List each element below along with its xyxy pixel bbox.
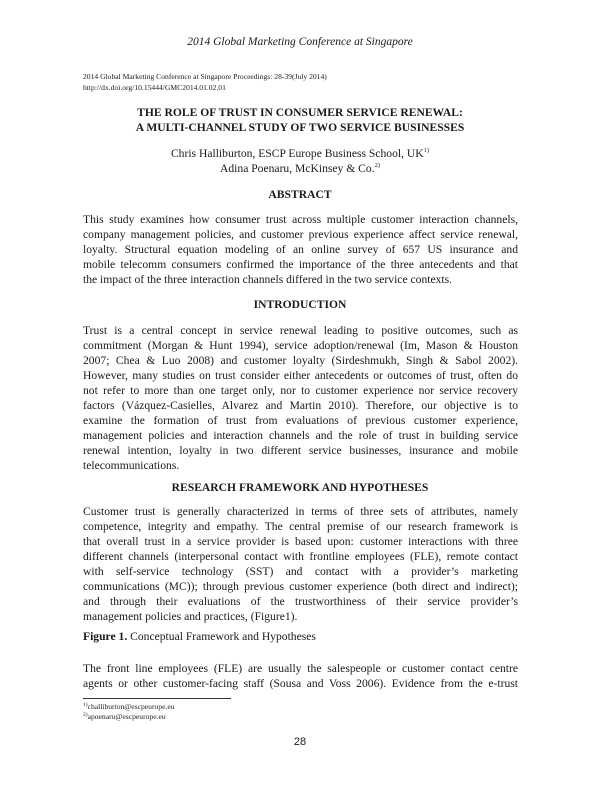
research-framework-line: with self-service technology (SST) and contact with a provider’s marketing: [83, 565, 518, 578]
research-framework-line: competence, integrity and empathy. The central premise of our research framework is: [83, 520, 518, 533]
abstract-line: company management policies, and customer previous experience affect service renewal,: [83, 228, 518, 241]
abstract-line: the impact of the three interaction channels differed in the two service contexts.: [83, 273, 453, 286]
fle-line: agents or other customer-facing staff (Sousa and Voss 2006). Evidence from the e-trust: [83, 677, 518, 690]
introduction-heading: INTRODUCTION: [253, 298, 347, 311]
abstract-body: [83, 212, 518, 287]
research-framework-line: and through their evaluations of the trustworthiness of their service provider’s: [83, 595, 518, 608]
introduction-line: However, many studies on trust consider either antecedents or outcomes of trust, often do: [83, 369, 518, 382]
research-framework-line: different channels (interpersonal contact with frontline employees (FLE), remote contact: [83, 550, 518, 563]
footnote-2: [83, 712, 175, 722]
introduction-line: renewal intention, loyalty in two different service businesses, insurance and mobile: [83, 444, 518, 457]
author-1-mark: 1): [423, 147, 430, 154]
abstract-line: This study examines how consumer trust across multiple customer interaction channels,: [83, 213, 518, 226]
author-2: [60, 161, 540, 176]
fle-line: The front line employees (FLE) are usually the salespeople or customer contact centre: [83, 662, 518, 675]
title-line-1: THE ROLE OF TRUST IN CONSUMER SERVICE RENEWAL:: [137, 106, 463, 119]
introduction-line: commitment (Morgan & Hunt 1994), service adoption/renewal (Im, Mason & Houston: [83, 339, 518, 352]
author-2-name: Adina Poenaru, McKinsey & Co.: [220, 162, 375, 175]
introduction-body: [83, 323, 518, 473]
footnotes: [83, 702, 175, 722]
page-number: 28: [293, 736, 307, 748]
figure-caption: [83, 630, 316, 643]
running-head: 2014 Global Marketing Conference at Singapore: [187, 36, 413, 48]
footnote-2-mark: 2): [83, 712, 88, 718]
research-framework-body: [83, 504, 518, 624]
author-list: [60, 146, 540, 176]
footnote-1-email[interactable]: challiburton@escpeurope.eu: [87, 702, 175, 711]
introduction-line: 2007; Chea & Luo 2008) and customer loyalty (Sirdeshmukh, Singh & Sabol 2002).: [83, 354, 518, 367]
research-framework-line: communications (MC)); through previous customer experience (both direct and indirect);: [83, 580, 518, 593]
fle-paragraph: [83, 661, 518, 691]
figure-label: Figure 1.: [83, 630, 128, 643]
doi-link[interactable]: http://dx.doi.org/10.15444/GMC2014.01.02.01: [83, 82, 226, 92]
footnote-1-mark: 1): [83, 702, 88, 708]
research-framework-line: that overall trust in a service provider is based upon: customer interactions with three: [83, 535, 518, 548]
author-1: [60, 146, 540, 161]
introduction-line: factors (Vázquez-Casielles, Alvarez and Martin 2010). Therefore, our objective is to: [83, 399, 518, 412]
paper-title: [60, 106, 540, 135]
figure-caption-text: Conceptual Framework and Hypotheses: [127, 630, 316, 643]
abstract-heading: ABSTRACT: [268, 188, 332, 201]
introduction-line: examine the formation of trust from evaluations of previous customer experience,: [83, 414, 518, 427]
introduction-line: not refer to more than one target only, nor to customer experience nor service recovery: [83, 384, 518, 397]
introduction-line: telecommunications.: [83, 459, 180, 472]
abstract-line: mobile telecomm consumers confirmed the importance of the three antecedents and that: [83, 258, 518, 271]
citation-block: [83, 72, 327, 93]
footnote-1: [83, 702, 175, 712]
abstract-line: loyalty. Structural equation modeling of an online survey of 657 US insurance and: [83, 243, 518, 256]
title-line-2: A MULTI-CHANNEL STUDY OF TWO SERVICE BUSINESSES: [135, 120, 465, 134]
footnote-divider: [83, 698, 231, 699]
research-framework-line: management policies and practices, (Figure1).: [83, 610, 298, 623]
introduction-line: management policies and interaction channels and the role of trust in building service: [83, 429, 518, 442]
proceedings-reference: 2014 Global Marketing Conference at Singapore Proceedings: 28-39(July 2014): [83, 72, 327, 81]
author-1-name: Chris Halliburton, ESCP Europe Business School, UK: [170, 147, 424, 160]
footnote-2-email[interactable]: apoenaru@escpeurope.eu: [87, 712, 166, 721]
research-framework-line: Customer trust is generally characterized in terms of three sets of attributes, namely: [83, 505, 518, 518]
research-framework-heading: RESEARCH FRAMEWORK AND HYPOTHESES: [171, 481, 429, 494]
introduction-line: Trust is a central concept in service renewal leading to positive outcomes, such as: [83, 324, 518, 337]
author-2-mark: 2): [374, 162, 380, 169]
